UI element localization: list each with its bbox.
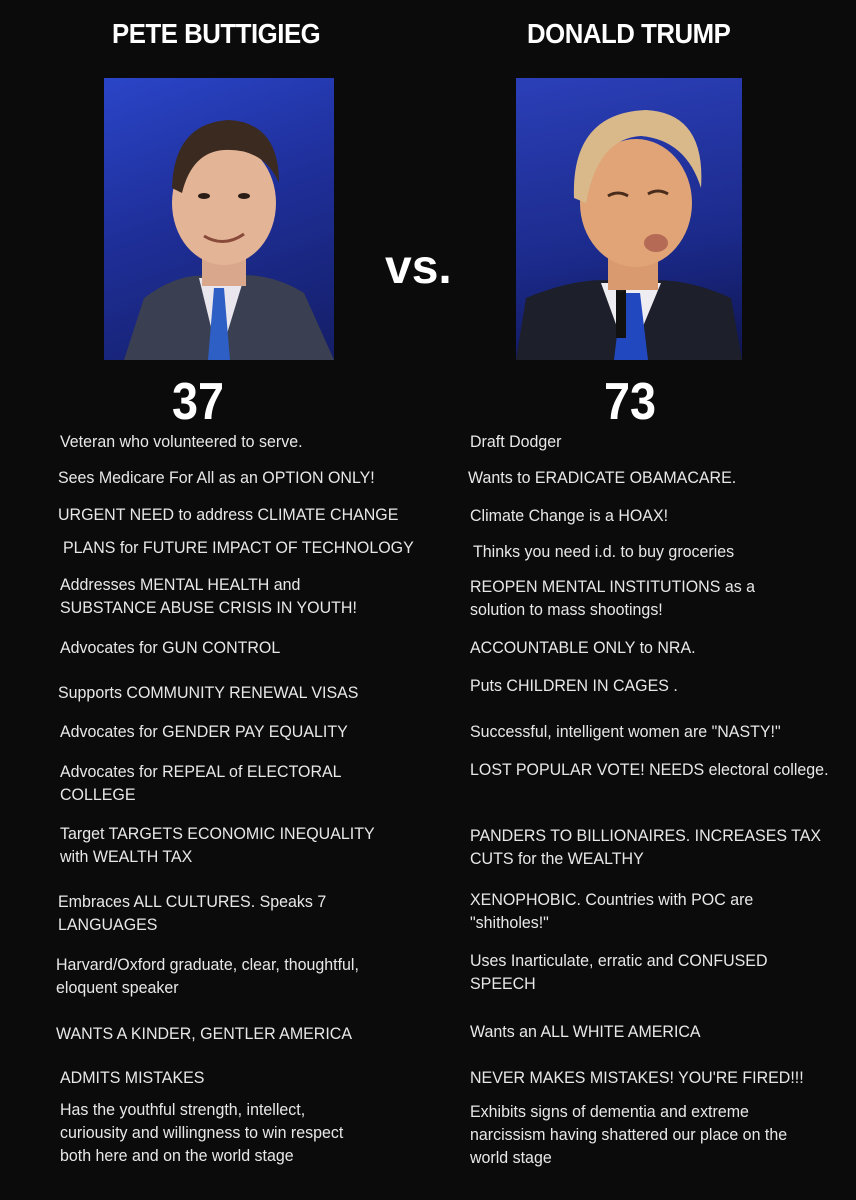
right-item-11: XENOPHOBIC. Countries with POC are "shitholes!": [470, 890, 754, 932]
right-item-5: REOPEN MENTAL INSTITUTIONS as a solution to mass shootings!: [470, 577, 756, 619]
left-item-8: Advocates for GENDER PAY EQUALITY: [60, 722, 348, 741]
right-item-3: Climate Change is a HOAX!: [470, 506, 669, 525]
right-item-12: Uses Inarticulate, erratic and CONFUSED SPEECH: [470, 951, 768, 993]
portrait-left-illustration: [104, 78, 334, 360]
left-item-12: Harvard/Oxford graduate, clear, thoughtful, eloquent speaker: [56, 955, 359, 997]
right-item-9: LOST POPULAR VOTE! NEEDS electoral college.: [470, 760, 829, 779]
left-item-15: Has the youthful strength, intellect, curiousity and willingness to win respect both here and on the world stage: [60, 1100, 344, 1165]
portrait-right-illustration: [516, 78, 742, 360]
left-item-1: Veteran who volunteered to serve.: [60, 432, 303, 451]
left-item-2: Sees Medicare For All as an OPTION ONLY!: [58, 468, 375, 487]
portrait-left: [104, 78, 334, 360]
right-item-2: Wants to ERADICATE OBAMACARE.: [468, 468, 737, 487]
portrait-right: [516, 78, 742, 360]
right-item-14: NEVER MAKES MISTAKES! YOU'RE FIRED!!!: [470, 1068, 804, 1087]
right-item-6: ACCOUNTABLE ONLY to NRA.: [470, 638, 696, 657]
left-item-6: Advocates for GUN CONTROL: [60, 638, 281, 657]
left-item-10: Target TARGETS ECONOMIC INEQUALITY with WEALTH TAX: [60, 824, 375, 866]
versus-label: vs.: [385, 241, 452, 294]
right-item-1: Draft Dodger: [470, 432, 562, 451]
candidate-name-right: DONALD TRUMP: [527, 18, 731, 49]
left-item-5: Addresses MENTAL HEALTH and SUBSTANCE ABUSE CRISIS IN YOUTH!: [60, 575, 357, 617]
age-left: 37: [172, 373, 225, 431]
left-item-9: Advocates for REPEAL of ELECTORAL COLLEGE: [60, 762, 342, 804]
left-item-11: Embraces ALL CULTURES. Speaks 7 LANGUAGES: [58, 892, 327, 934]
right-item-4: Thinks you need i.d. to buy groceries: [473, 542, 735, 561]
right-item-7: Puts CHILDREN IN CAGES .: [470, 676, 678, 695]
left-item-14: ADMITS MISTAKES: [60, 1068, 205, 1087]
left-item-4: PLANS for FUTURE IMPACT OF TECHNOLOGY: [63, 538, 414, 557]
right-item-10: PANDERS TO BILLIONAIRES. INCREASES TAX CUTS for the WEALTHY: [470, 826, 822, 868]
age-right: 73: [604, 373, 657, 431]
left-item-13: WANTS A KINDER, GENTLER AMERICA: [56, 1024, 352, 1043]
left-item-3: URGENT NEED to address CLIMATE CHANGE: [58, 505, 399, 524]
candidate-name-left: PETE BUTTIGIEG: [112, 18, 321, 49]
right-item-15: Exhibits signs of dementia and extreme narcissism having shattered our place on the world stage: [470, 1102, 788, 1167]
left-item-7: Supports COMMUNITY RENEWAL VISAS: [58, 683, 359, 702]
right-item-8: Successful, intelligent women are "NASTY!": [470, 722, 781, 741]
right-item-13: Wants an ALL WHITE AMERICA: [470, 1022, 701, 1041]
